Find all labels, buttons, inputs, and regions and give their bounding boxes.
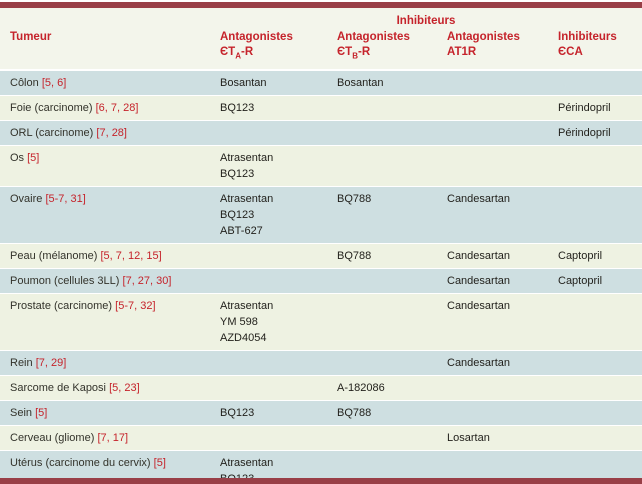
tumor-name: Prostate (carcinome) [10, 300, 113, 313]
cell-tumor [0, 355, 210, 371]
bottom-rule [0, 478, 642, 484]
citation-refs: [5, 7, 12, 15] [100, 250, 162, 263]
drug-name: Bosantan [220, 77, 267, 90]
drug-name: Bosantan [337, 77, 384, 90]
drug-name: Candesartan [447, 275, 510, 288]
tumor-name: Ovaire [10, 193, 43, 206]
table-row [0, 146, 642, 187]
cell-eca [548, 191, 642, 239]
table-row [0, 401, 642, 426]
tumor-name: Utérus (carcinome du cervix) [10, 457, 151, 470]
drug-name: AZD4054 [220, 332, 267, 345]
drug-name: Captopril [558, 250, 603, 263]
drug-name: ABT-627 [220, 225, 263, 238]
cell-etb [327, 100, 437, 116]
cell-etb [327, 191, 437, 239]
drug-name: BQ123 [220, 102, 255, 115]
table-row [0, 294, 642, 351]
column-header-at1r: Antagonistes AT1R [447, 31, 520, 58]
cell-etb [327, 248, 437, 264]
drug-name: Candesartan [447, 193, 510, 206]
citation-refs: [7, 28] [96, 127, 127, 140]
drug-name: Candesartan [447, 357, 510, 370]
cell-etb [327, 273, 437, 289]
table-row [0, 71, 642, 96]
cell-etb [327, 380, 437, 396]
cell-tumor [0, 298, 210, 346]
cell-at1r [437, 298, 548, 346]
cell-at1r [437, 150, 548, 182]
column-header-etb-r: Antagonistes $ЄT_B-R$ [337, 31, 410, 61]
cell-at1r [437, 355, 548, 371]
table-header [0, 8, 642, 71]
citation-refs: [7, 27, 30] [122, 275, 172, 288]
drug-name: Captopril [558, 275, 603, 288]
drug-name: Atrasentan [220, 193, 274, 206]
cell-eta [210, 380, 327, 396]
table-row [0, 121, 642, 146]
cell-tumor [0, 191, 210, 239]
cell-at1r [437, 405, 548, 421]
tumor-name: Peau (mélanome) [10, 250, 98, 263]
tumor-name: Os [10, 152, 25, 165]
drug-name: BQ123 [220, 407, 255, 420]
cell-at1r [437, 248, 548, 264]
tumor-name: Poumon (cellules 3LL) [10, 275, 120, 288]
cell-eta [210, 405, 327, 421]
cell-eta [210, 75, 327, 91]
citation-refs: [5-7, 31] [45, 193, 86, 206]
citation-refs: [5] [153, 457, 166, 470]
cell-eca [548, 125, 642, 141]
table-row [0, 426, 642, 451]
cell-eca [548, 100, 642, 116]
cell-at1r [437, 75, 548, 91]
table-row [0, 244, 642, 269]
group-header-title: Inhibiteurs [396, 15, 456, 27]
drug-name: A-182086 [337, 382, 385, 395]
cell-eta [210, 248, 327, 264]
cell-eca [548, 380, 642, 396]
cell-at1r [437, 125, 548, 141]
cell-eta [210, 191, 327, 239]
drug-name: BQ123 [220, 168, 255, 181]
tumor-name: Foie (carcinome) [10, 102, 93, 115]
table-row [0, 187, 642, 244]
table-row [0, 351, 642, 376]
tumor-name: ORL (carcinome) [10, 127, 94, 140]
drug-name: BQ788 [337, 250, 372, 263]
cell-etb [327, 298, 437, 346]
drug-name: BQ788 [337, 193, 372, 206]
tumor-name: Rein [10, 357, 33, 370]
tumor-name: Côlon [10, 77, 39, 90]
cell-eta [210, 100, 327, 116]
column-headers [0, 30, 642, 63]
drug-name: Candesartan [447, 300, 510, 313]
cell-eca [548, 248, 642, 264]
cell-tumor [0, 405, 210, 421]
cell-at1r [437, 430, 548, 446]
drug-name: Losartan [447, 432, 490, 445]
cell-etb [327, 430, 437, 446]
column-header-tumeur: Tumeur [10, 31, 52, 43]
citation-refs: [5-7, 32] [115, 300, 156, 313]
cell-tumor [0, 248, 210, 264]
cell-tumor [0, 125, 210, 141]
table-row [0, 376, 642, 401]
cell-etb [327, 150, 437, 182]
drug-name: Candesartan [447, 250, 510, 263]
drug-name: Atrasentan [220, 300, 274, 313]
citation-refs: [5, 6] [41, 77, 67, 90]
group-header-row [0, 12, 642, 30]
cell-at1r [437, 191, 548, 239]
drug-name: BQ788 [337, 407, 372, 420]
table-row [0, 269, 642, 294]
citation-refs: [5] [35, 407, 48, 420]
cell-tumor [0, 380, 210, 396]
cell-etb [327, 355, 437, 371]
citation-refs: [5, 23] [109, 382, 140, 395]
tumor-name: Sarcome de Kaposi [10, 382, 106, 395]
drug-name: Périndopril [558, 127, 611, 140]
cell-eca [548, 150, 642, 182]
cell-tumor [0, 75, 210, 91]
cell-eta [210, 150, 327, 182]
cell-at1r [437, 273, 548, 289]
cell-eca [548, 430, 642, 446]
drug-name: YM 598 [220, 316, 258, 329]
cell-eta [210, 430, 327, 446]
cell-etb [327, 125, 437, 141]
drug-name: Périndopril [558, 102, 611, 115]
cell-at1r [437, 100, 548, 116]
table-row [0, 96, 642, 121]
citation-refs: [5] [27, 152, 40, 165]
cell-eta [210, 273, 327, 289]
cell-etb [327, 405, 437, 421]
cell-eca [548, 298, 642, 346]
cell-etb [327, 75, 437, 91]
cell-tumor [0, 273, 210, 289]
cell-eca [548, 405, 642, 421]
citation-refs: [7, 17] [97, 432, 129, 445]
cell-eca [548, 355, 642, 371]
cell-at1r [437, 380, 548, 396]
citation-refs: [7, 29] [35, 357, 67, 370]
drug-name: Atrasentan [220, 152, 274, 165]
tumor-name: Sein [10, 407, 33, 420]
column-header-eta-r: Antagonistes $ЄT_A-R$ [220, 31, 293, 61]
column-header-eca: Inhibiteurs ЄCA [558, 31, 617, 58]
cell-eta [210, 125, 327, 141]
table-body [0, 71, 642, 484]
cell-eca [548, 273, 642, 289]
cell-tumor [0, 430, 210, 446]
cell-tumor [0, 100, 210, 116]
tumor-name: Cerveau (gliome) [10, 432, 95, 445]
citation-refs: [6, 7, 28] [95, 102, 139, 115]
cell-eta [210, 298, 327, 346]
cell-eca [548, 75, 642, 91]
drug-name: BQ123 [220, 209, 255, 222]
cell-tumor [0, 150, 210, 182]
cell-eta [210, 355, 327, 371]
drug-name: Atrasentan [220, 457, 274, 470]
